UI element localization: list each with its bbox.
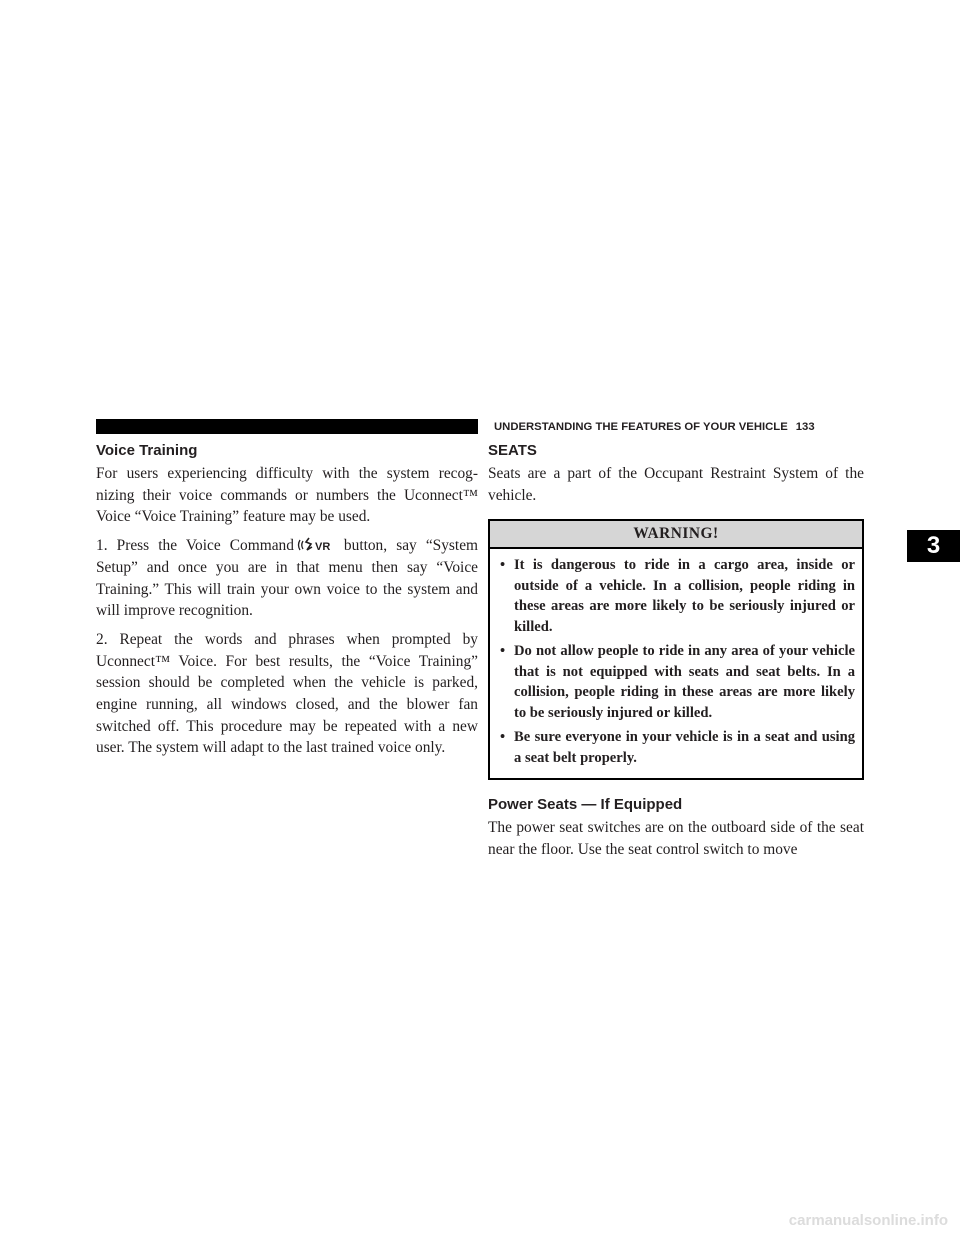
bullet-icon: • — [500, 643, 506, 660]
bullet-icon: • — [500, 729, 506, 746]
bullet-icon: • — [500, 557, 506, 574]
step-2: 2. Repeat the words and phrases when prompted by Uconnect™ Voice. For best results, the “Voice Training” session should be completed when the vehicle is parked, engine running, all windows closed, and the blower fan switched off. This procedure may be repeated with a new user. The system will adapt to the last trained voice only. — [96, 630, 478, 757]
chapter-tab: 3 — [907, 530, 960, 562]
warning-box — [488, 519, 864, 780]
voice-training-heading: Voice Training — [96, 442, 198, 459]
voice-training-intro: For users experiencing difficulty with the system recog-nizing their voice commands or numbers the Uconnect™ Voice “Voice Training” feature may be used. — [96, 465, 478, 526]
section-title: UNDERSTANDING THE FEATURES OF YOUR VEHICLE — [494, 421, 788, 433]
power-seats-heading: Power Seats — If Equipped — [488, 796, 683, 814]
watermark: carmanualsonline.info — [788, 1212, 948, 1229]
vr-icon-label: VR — [314, 541, 331, 554]
header-bar — [96, 419, 478, 434]
seats-heading: SEATS — [488, 442, 537, 459]
warning-title: WARNING! — [490, 521, 862, 549]
seats-intro: Seats are a part of the Occupant Restraint System of the vehicle. — [488, 465, 864, 504]
step-1 — [96, 535, 478, 622]
warning-item: • Do not allow people to ride in any area of your vehicle that is not equipped with seats and seat belts. In a collision, people riding in these areas are more likely to be seriously injured or killed. — [500, 643, 855, 721]
page-number: 133 — [795, 421, 815, 433]
step-1-before: 1. Press the Voice Command — [96, 537, 294, 555]
warning-item: • It is dangerous to ride in a cargo area, inside or outside of a vehicle. In a collision, people riding in these areas are more likely to be seriously injured or killed. — [500, 557, 855, 635]
voice-command-vr-icon — [296, 537, 340, 553]
right-column — [488, 442, 864, 868]
step-1-after: button, say “System Setup” and once you are in that menu then say “Voice Training.” This will train your own voice to the system and will improve recognition. — [96, 537, 479, 620]
warning-item: • Be sure everyone in your vehicle is in a seat and using a seat belt properly. — [500, 729, 855, 766]
power-seats-text: The power seat switches are on the outboard side of the seat near the floor. Use the seat control switch to move — [488, 819, 864, 859]
left-column — [96, 442, 478, 766]
warning-list — [490, 549, 862, 778]
running-header — [494, 420, 864, 434]
